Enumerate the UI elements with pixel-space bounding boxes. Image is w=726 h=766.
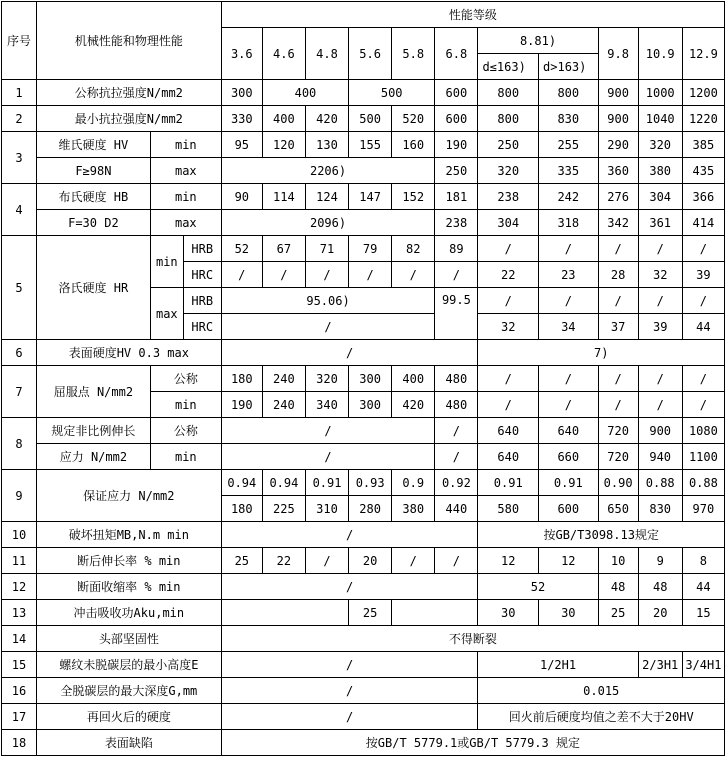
cell-value: / <box>598 236 638 262</box>
cell-value <box>221 600 348 626</box>
row-label: F=30 D2 <box>36 210 150 236</box>
row-label: 断后伸长率 % min <box>36 548 221 574</box>
cell-value: / <box>598 288 638 314</box>
cell-value: / <box>305 262 348 288</box>
cell-value: / <box>478 236 539 262</box>
cell-value: / <box>221 522 478 548</box>
row-sub-label: HRB <box>183 288 221 314</box>
cell-value: 114 <box>262 184 305 210</box>
cell-value: 20 <box>638 600 682 626</box>
row-number: 15 <box>2 652 37 678</box>
row-number: 18 <box>2 730 37 756</box>
cell-value: 800 <box>478 106 539 132</box>
cell-value: 600 <box>539 496 599 522</box>
row-label: 公称抗拉强度N/mm2 <box>36 80 221 106</box>
cell-value: 0.91 <box>478 470 539 496</box>
cell-value: 52 <box>221 236 262 262</box>
cell-value: 82 <box>392 236 435 262</box>
cell-value: 12 <box>539 548 599 574</box>
cell-value: 720 <box>598 444 638 470</box>
cell-value: / <box>539 392 599 418</box>
cell-value: 360 <box>598 158 638 184</box>
cell-value: 0.93 <box>349 470 392 496</box>
cell-value: 440 <box>435 496 478 522</box>
cell-value: 10 <box>598 548 638 574</box>
row-number: 6 <box>2 340 37 366</box>
cell-value: 0.9 <box>392 470 435 496</box>
cell-value: 242 <box>539 184 599 210</box>
cell-value: 238 <box>435 210 478 236</box>
cell-value: / <box>262 262 305 288</box>
cell-value: 800 <box>478 80 539 106</box>
row-number: 11 <box>2 548 37 574</box>
cell-value: 3/4H1 <box>682 652 724 678</box>
cell-value: / <box>478 288 539 314</box>
cell-value: 300 <box>221 80 262 106</box>
cell-value: 1100 <box>682 444 724 470</box>
cell-value: 120 <box>262 132 305 158</box>
cell-value: 190 <box>435 132 478 158</box>
cell-value: 366 <box>682 184 724 210</box>
row-number: 9 <box>2 470 37 522</box>
row-sub-label: min <box>150 132 221 158</box>
cell-value: 0.94 <box>262 470 305 496</box>
cell-value: 48 <box>638 574 682 600</box>
cell-value: 830 <box>638 496 682 522</box>
row-label: 洛氏硬度 HR <box>36 236 150 340</box>
cell-value: 420 <box>392 392 435 418</box>
cell-value <box>392 600 478 626</box>
row-label: F≥98N <box>36 158 150 184</box>
row-number: 5 <box>2 236 37 340</box>
cell-value: 720 <box>598 418 638 444</box>
row-number: 2 <box>2 106 37 132</box>
cell-value: 67 <box>262 236 305 262</box>
row-label: 螺纹未脱碳层的最小高度E <box>36 652 221 678</box>
cell-value: 580 <box>478 496 539 522</box>
grade-8-8: 8.81) <box>478 28 598 54</box>
mechanical-properties-table <box>1 1 725 756</box>
cell-value: 238 <box>478 184 539 210</box>
cell-value: 1040 <box>638 106 682 132</box>
cell-value: 380 <box>392 496 435 522</box>
cell-value: 900 <box>638 418 682 444</box>
cell-value: 89 <box>435 236 478 262</box>
cell-value: / <box>598 392 638 418</box>
row-number: 1 <box>2 80 37 106</box>
cell-value: 44 <box>682 574 724 600</box>
cell-value: 1/2H1 <box>478 652 638 678</box>
grade-4-8: 4.8 <box>305 28 348 80</box>
grade-10-9: 10.9 <box>638 28 682 80</box>
row-label: 保证应力 N/mm2 <box>36 470 221 522</box>
row-label: 断面收缩率 % min <box>36 574 221 600</box>
cell-value: 25 <box>349 600 392 626</box>
cell-value: 124 <box>305 184 348 210</box>
cell-value: 48 <box>598 574 638 600</box>
row-label: 屈服点 N/mm2 <box>36 366 150 418</box>
cell-value: 155 <box>349 132 392 158</box>
cell-value: 12 <box>478 548 539 574</box>
row-sub-label: HRC <box>183 262 221 288</box>
cell-value: 400 <box>262 80 348 106</box>
grade-5-8: 5.8 <box>392 28 435 80</box>
row-sub-label: 公称 <box>150 366 221 392</box>
cell-value: / <box>435 548 478 574</box>
cell-value: 640 <box>478 444 539 470</box>
cell-value: 940 <box>638 444 682 470</box>
grade-3-6: 3.6 <box>221 28 262 80</box>
cell-value: 不得断裂 <box>221 626 724 652</box>
cell-value: 600 <box>435 80 478 106</box>
cell-value: 44 <box>682 314 724 340</box>
cell-value: 900 <box>598 106 638 132</box>
cell-value: 414 <box>682 210 724 236</box>
cell-value: 1080 <box>682 418 724 444</box>
cell-value: 30 <box>478 600 539 626</box>
cell-value: 800 <box>539 80 599 106</box>
cell-value: / <box>638 288 682 314</box>
cell-value: 500 <box>349 80 435 106</box>
cell-value: 361 <box>638 210 682 236</box>
cell-value: / <box>349 262 392 288</box>
cell-value: / <box>682 288 724 314</box>
cell-value: 300 <box>349 392 392 418</box>
cell-value: / <box>598 366 638 392</box>
cell-value: 640 <box>478 418 539 444</box>
cell-value: 250 <box>478 132 539 158</box>
cell-value: 385 <box>682 132 724 158</box>
cell-value: / <box>221 678 478 704</box>
grade-4-6: 4.6 <box>262 28 305 80</box>
row-label: 再回火后的硬度 <box>36 704 221 730</box>
cell-value: 290 <box>598 132 638 158</box>
row-label: 最小抗拉强度N/mm2 <box>36 106 221 132</box>
row-label: 规定非比例伸长 <box>36 418 150 444</box>
cell-value: 435 <box>682 158 724 184</box>
row-label: 冲击吸收功Aku,min <box>36 600 221 626</box>
header-grade-title: 性能等级 <box>221 2 724 28</box>
cell-value: 9 <box>638 548 682 574</box>
cell-value: / <box>539 288 599 314</box>
cell-value: 181 <box>435 184 478 210</box>
row-sub-label: min <box>150 444 221 470</box>
cell-value: 0.91 <box>539 470 599 496</box>
cell-value: 600 <box>435 106 478 132</box>
cell-value: 15 <box>682 600 724 626</box>
cell-value: / <box>305 548 348 574</box>
cell-value: 95 <box>221 132 262 158</box>
row-number: 17 <box>2 704 37 730</box>
row-label: 维氏硬度 HV <box>36 132 150 158</box>
cell-value: / <box>638 236 682 262</box>
cell-value: 180 <box>221 366 262 392</box>
cell-value: 0.92 <box>435 470 478 496</box>
cell-value: / <box>221 340 478 366</box>
cell-value: 32 <box>638 262 682 288</box>
row-number: 14 <box>2 626 37 652</box>
cell-value: 37 <box>598 314 638 340</box>
cell-value: 0.91 <box>305 470 348 496</box>
cell-value: 2096) <box>221 210 435 236</box>
cell-value: 660 <box>539 444 599 470</box>
cell-value: / <box>682 236 724 262</box>
cell-value: 320 <box>478 158 539 184</box>
row-sub-label: min <box>150 184 221 210</box>
header-property: 机械性能和物理性能 <box>36 2 221 80</box>
row-label: 破坏扭矩MB,N.m min <box>36 522 221 548</box>
cell-value: / <box>221 704 478 730</box>
cell-value: / <box>478 366 539 392</box>
row-number: 8 <box>2 418 37 470</box>
cell-value: 180 <box>221 496 262 522</box>
cell-value: 1220 <box>682 106 724 132</box>
row-number: 16 <box>2 678 37 704</box>
cell-value: 52 <box>478 574 598 600</box>
cell-value: 32 <box>478 314 539 340</box>
cell-value: 79 <box>349 236 392 262</box>
cell-value: 240 <box>262 366 305 392</box>
cell-value: 130 <box>305 132 348 158</box>
cell-value: 900 <box>598 80 638 106</box>
cell-value: 按GB/T3098.13规定 <box>478 522 725 548</box>
cell-value: 250 <box>435 158 478 184</box>
cell-value: 420 <box>305 106 348 132</box>
cell-value: 160 <box>392 132 435 158</box>
cell-value: 2/3H1 <box>638 652 682 678</box>
cell-value: / <box>392 548 435 574</box>
cell-value: 400 <box>392 366 435 392</box>
cell-value: 99.5 <box>435 288 478 340</box>
cell-value: 1200 <box>682 80 724 106</box>
cell-value: 304 <box>638 184 682 210</box>
row-sub-label: HRB <box>183 236 221 262</box>
cell-value: 39 <box>682 262 724 288</box>
cell-value: 310 <box>305 496 348 522</box>
row-label: 表面硬度HV 0.3 max <box>36 340 221 366</box>
cell-value: 39 <box>638 314 682 340</box>
cell-value: / <box>221 652 478 678</box>
cell-value: 95.06) <box>221 288 435 314</box>
cell-value: 320 <box>305 366 348 392</box>
row-label: 表面缺陷 <box>36 730 221 756</box>
cell-value: 500 <box>349 106 392 132</box>
cell-value: 276 <box>598 184 638 210</box>
cell-value: 0.94 <box>221 470 262 496</box>
cell-value: 34 <box>539 314 599 340</box>
row-label: 头部坚固性 <box>36 626 221 652</box>
row-sub-label: max <box>150 288 183 340</box>
cell-value: / <box>221 314 435 340</box>
cell-value: 280 <box>349 496 392 522</box>
cell-value: 970 <box>682 496 724 522</box>
cell-value: 304 <box>478 210 539 236</box>
cell-value: 23 <box>539 262 599 288</box>
cell-value: 90 <box>221 184 262 210</box>
cell-value: 190 <box>221 392 262 418</box>
cell-value: 7) <box>478 340 725 366</box>
row-sub-label: max <box>150 158 221 184</box>
cell-value: / <box>435 262 478 288</box>
cell-value: 0.90 <box>598 470 638 496</box>
row-label: 布氏硬度 HB <box>36 184 150 210</box>
cell-value: 147 <box>349 184 392 210</box>
cell-value: 318 <box>539 210 599 236</box>
grade-8-8-small-d: d≤163) <box>478 54 539 80</box>
cell-value: 1000 <box>638 80 682 106</box>
grade-6-8: 6.8 <box>435 28 478 80</box>
cell-value: 30 <box>539 600 599 626</box>
cell-value: / <box>682 392 724 418</box>
cell-value: 2206) <box>221 158 435 184</box>
cell-value: 480 <box>435 366 478 392</box>
cell-value: 830 <box>539 106 599 132</box>
cell-value: 22 <box>478 262 539 288</box>
cell-value: / <box>435 444 478 470</box>
cell-value: 330 <box>221 106 262 132</box>
cell-value: 240 <box>262 392 305 418</box>
cell-value: 650 <box>598 496 638 522</box>
row-number: 3 <box>2 132 37 184</box>
grade-8-8-large-d: d>163) <box>539 54 599 80</box>
cell-value: 335 <box>539 158 599 184</box>
cell-value: 340 <box>305 392 348 418</box>
cell-value: 8 <box>682 548 724 574</box>
cell-value: 0.88 <box>682 470 724 496</box>
row-number: 13 <box>2 600 37 626</box>
cell-value: / <box>638 366 682 392</box>
cell-value: / <box>221 418 435 444</box>
cell-value: 300 <box>349 366 392 392</box>
cell-value: / <box>539 366 599 392</box>
cell-value: / <box>478 392 539 418</box>
cell-value: 380 <box>638 158 682 184</box>
cell-value: / <box>638 392 682 418</box>
cell-value: 255 <box>539 132 599 158</box>
grade-5-6: 5.6 <box>349 28 392 80</box>
cell-value: 640 <box>539 418 599 444</box>
cell-value: / <box>221 574 478 600</box>
cell-value: 22 <box>262 548 305 574</box>
row-number: 7 <box>2 366 37 418</box>
cell-value: 320 <box>638 132 682 158</box>
grade-9-8: 9.8 <box>598 28 638 80</box>
header-seq: 序号 <box>2 2 37 80</box>
cell-value: 152 <box>392 184 435 210</box>
cell-value: 225 <box>262 496 305 522</box>
row-number: 12 <box>2 574 37 600</box>
cell-value: 20 <box>349 548 392 574</box>
row-sub-label: max <box>150 210 221 236</box>
row-sub-label: min <box>150 236 183 288</box>
cell-value: 342 <box>598 210 638 236</box>
cell-value: / <box>221 262 262 288</box>
cell-value: 按GB/T 5779.1或GB/T 5779.3 规定 <box>221 730 724 756</box>
row-sub-label: 公称 <box>150 418 221 444</box>
cell-value: 0.015 <box>478 678 725 704</box>
cell-value: / <box>539 236 599 262</box>
cell-value: 400 <box>262 106 305 132</box>
row-label: 全脱碳层的最大深度G,mm <box>36 678 221 704</box>
cell-value: 25 <box>598 600 638 626</box>
row-number: 4 <box>2 184 37 236</box>
cell-value: / <box>435 418 478 444</box>
cell-value: 520 <box>392 106 435 132</box>
row-label: 应力 N/mm2 <box>36 444 150 470</box>
cell-value: / <box>392 262 435 288</box>
grade-12-9: 12.9 <box>682 28 724 80</box>
cell-value: 28 <box>598 262 638 288</box>
cell-value: 0.88 <box>638 470 682 496</box>
cell-value: / <box>221 444 435 470</box>
row-sub-label: min <box>150 392 221 418</box>
cell-value: 71 <box>305 236 348 262</box>
cell-value: / <box>682 366 724 392</box>
cell-value: 25 <box>221 548 262 574</box>
row-sub-label: HRC <box>183 314 221 340</box>
row-number: 10 <box>2 522 37 548</box>
cell-value: 回火前后硬度均值之差不大于20HV <box>478 704 725 730</box>
cell-value: 480 <box>435 392 478 418</box>
